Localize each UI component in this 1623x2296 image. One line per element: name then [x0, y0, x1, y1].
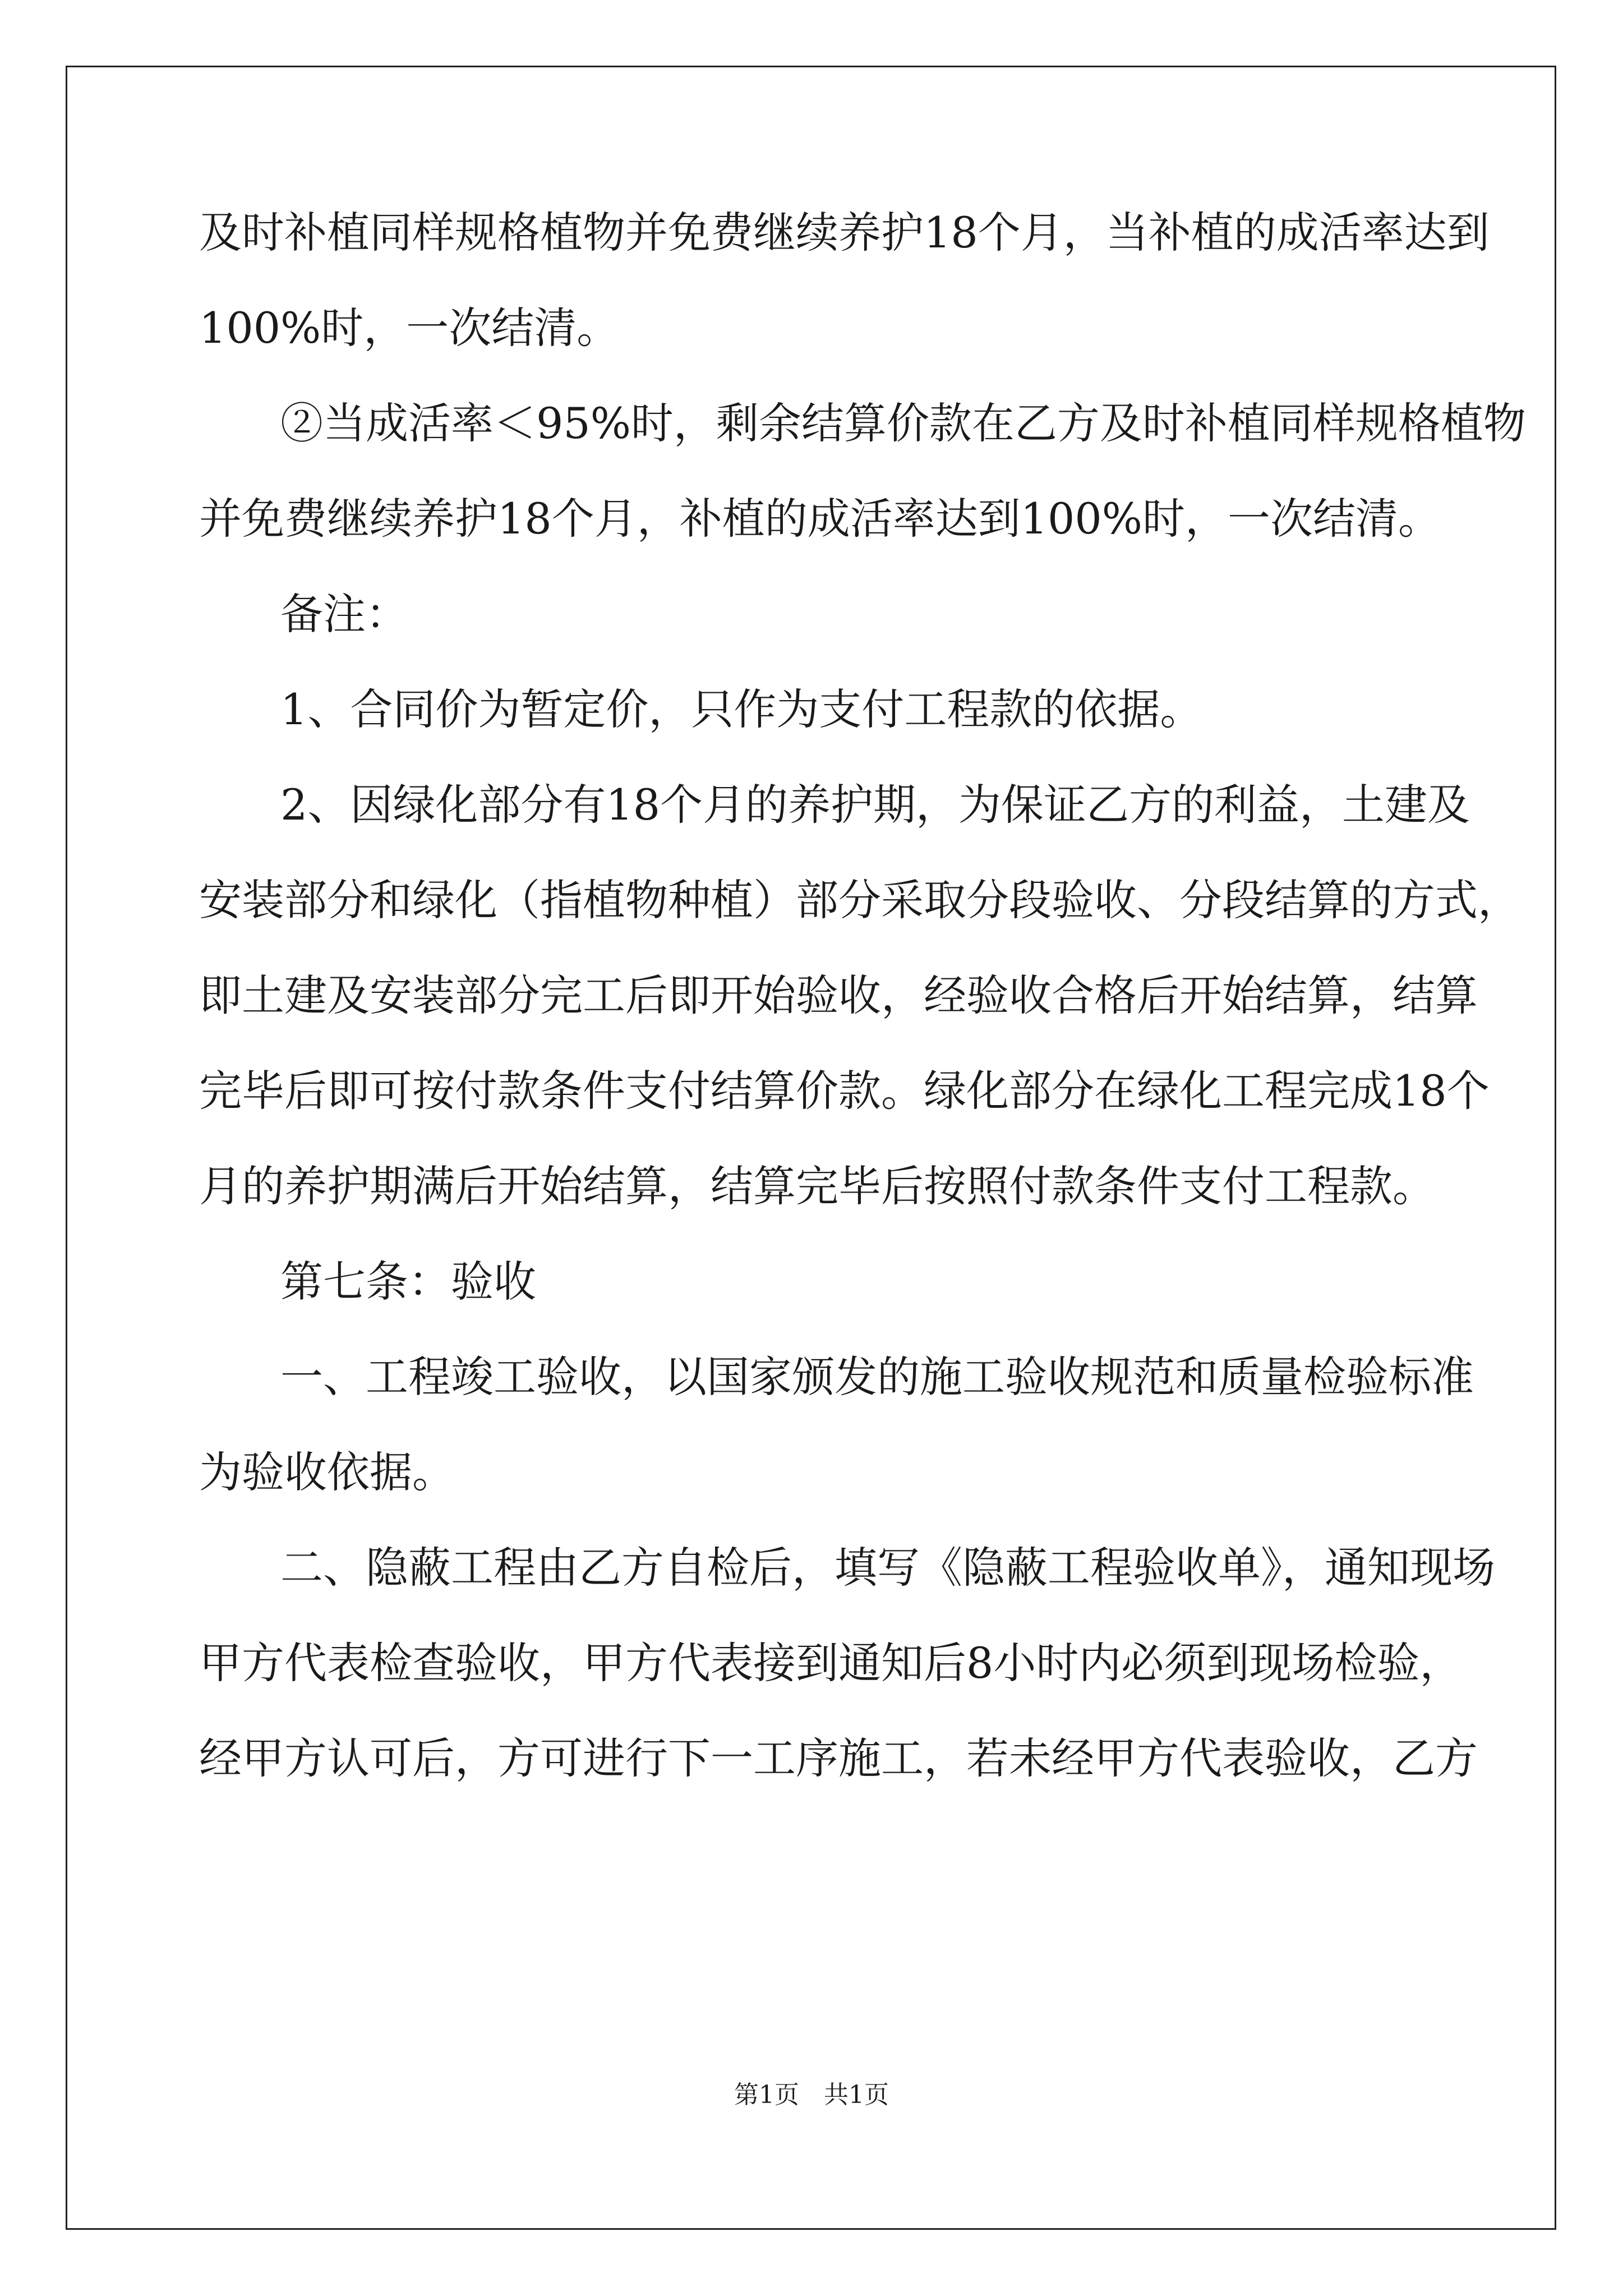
paragraph-line: 即土建及安装部分完工后即开始验收，经验收合格后开始结算，结算 [199, 970, 1478, 1020]
paragraph-line: 2、因绿化部分有18个月的养护期，为保证乙方的利益，土建及 [280, 780, 1470, 830]
page-footer: 第1页 共1页 [734, 2081, 889, 2109]
paragraph-line: 安装部分和绿化（指植物种植）部分采取分段验收、分段结算的方式， [199, 875, 1520, 925]
paragraph-line: 及时补植同样规格植物并免费继续养护18个月，当补植的成活率达到 [199, 208, 1490, 257]
paragraph-line: 月的养护期满后开始结算，结算完毕后按照付款条件支付工程款。 [199, 1161, 1435, 1211]
paragraph-line: 经甲方认可后，方可进行下一工序施工，若未经甲方代表验收，乙方 [199, 1733, 1478, 1783]
paragraph-line: 为验收依据。 [199, 1447, 455, 1497]
paragraph-line: 甲方代表检查验收，甲方代表接到通知后8小时内必须到现场检验， [199, 1638, 1463, 1688]
paragraph-line: 100%时，一次结清。 [199, 303, 620, 353]
paragraph-line: 并免费继续养护18个月，补植的成活率达到100%时，一次结清。 [199, 494, 1441, 544]
section-heading: 第七条：验收 [280, 1257, 536, 1306]
paragraph-line: 完毕后即可按付款条件支付结算价款。绿化部分在绿化工程完成18个 [199, 1066, 1490, 1116]
paragraph-line: 二、隐蔽工程由乙方自检后，填写《隐蔽工程验收单》，通知现场 [280, 1543, 1495, 1593]
paragraph-line: ②当成活率＜95%时，剩余结算价款在乙方及时补植同样规格植物 [280, 398, 1526, 448]
paragraph-line: 一、工程竣工验收，以国家颁发的施工验收规范和质量检验标准 [280, 1352, 1474, 1402]
paragraph-line: 1、合同价为暂定价，只作为支付工程款的依据。 [280, 684, 1203, 734]
section-heading: 备注： [280, 589, 408, 639]
